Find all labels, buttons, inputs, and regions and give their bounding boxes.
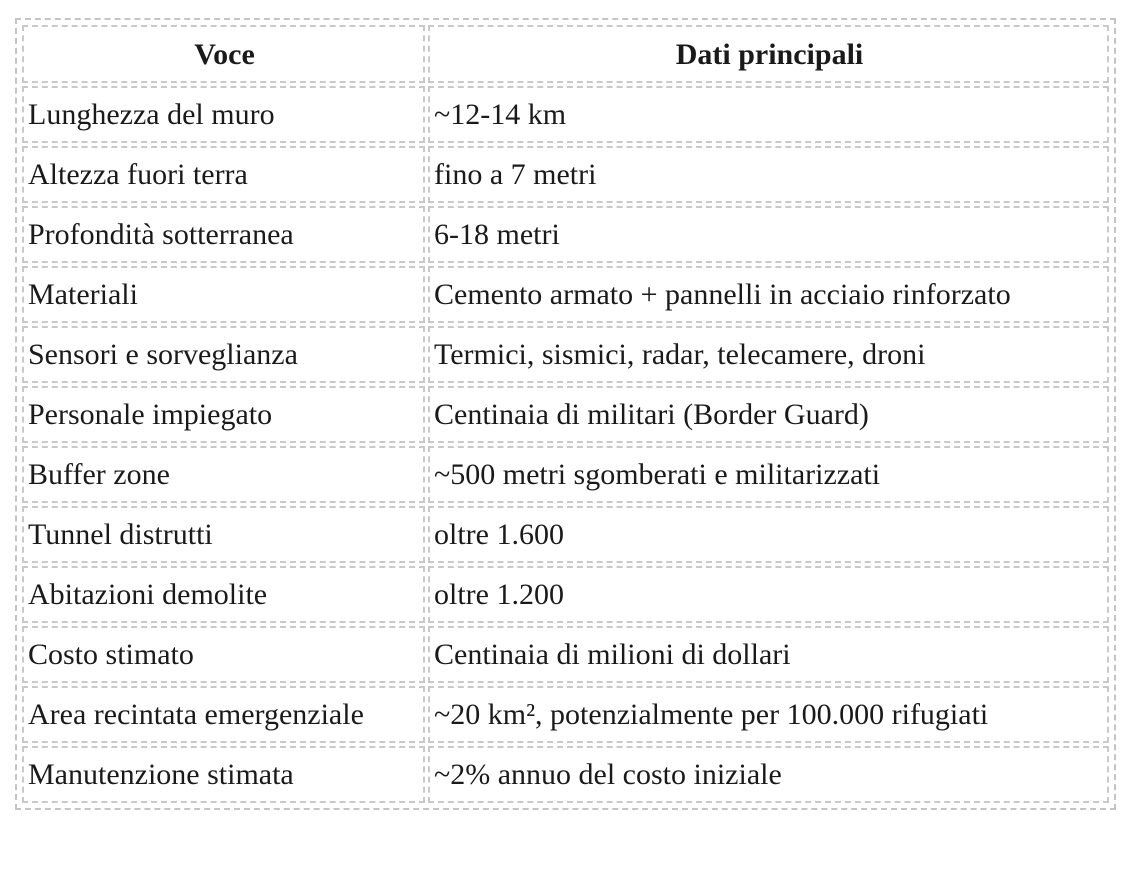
table-row bbox=[22, 626, 1109, 683]
row-label: Costo stimato bbox=[22, 626, 425, 683]
row-value: 6-18 metri bbox=[428, 206, 1109, 263]
row-value: oltre 1.200 bbox=[428, 566, 1109, 623]
table-row bbox=[22, 86, 1109, 143]
row-label: Altezza fuori terra bbox=[22, 146, 425, 203]
row-label: Tunnel distrutti bbox=[22, 506, 425, 563]
table-row bbox=[22, 566, 1109, 623]
row-label: Buffer zone bbox=[22, 446, 425, 503]
row-label: Abitazioni demolite bbox=[22, 566, 425, 623]
table-row bbox=[22, 506, 1109, 563]
row-label: Materiali bbox=[22, 266, 425, 323]
row-label: Manutenzione stimata bbox=[22, 746, 425, 803]
column-header-dati-principali: Dati principali bbox=[428, 25, 1109, 83]
row-label: Profondità sotterranea bbox=[22, 206, 425, 263]
table-row bbox=[22, 146, 1109, 203]
table-row bbox=[22, 326, 1109, 383]
row-value: Cemento armato + pannelli in acciaio rinforzato bbox=[428, 266, 1109, 323]
row-value: ~500 metri sgomberati e militarizzati bbox=[428, 446, 1109, 503]
table-row bbox=[22, 746, 1109, 803]
table-header-row bbox=[22, 25, 1109, 83]
row-value: Centinaia di militari (Border Guard) bbox=[428, 386, 1109, 443]
data-table-container bbox=[15, 18, 1116, 810]
table-row bbox=[22, 446, 1109, 503]
row-label: Personale impiegato bbox=[22, 386, 425, 443]
column-header-voce: Voce bbox=[22, 25, 425, 83]
row-value: ~2% annuo del costo iniziale bbox=[428, 746, 1109, 803]
row-label: Sensori e sorveglianza bbox=[22, 326, 425, 383]
row-label: Lunghezza del muro bbox=[22, 86, 425, 143]
row-value: Termici, sismici, radar, telecamere, droni bbox=[428, 326, 1109, 383]
row-value: ~12-14 km bbox=[428, 86, 1109, 143]
table-row bbox=[22, 206, 1109, 263]
row-label: Area recintata emergenziale bbox=[22, 686, 425, 743]
data-table bbox=[19, 22, 1112, 806]
row-value: fino a 7 metri bbox=[428, 146, 1109, 203]
table-row bbox=[22, 686, 1109, 743]
table-row bbox=[22, 386, 1109, 443]
row-value: Centinaia di milioni di dollari bbox=[428, 626, 1109, 683]
row-value: ~20 km², potenzialmente per 100.000 rifugiati bbox=[428, 686, 1109, 743]
row-value: oltre 1.600 bbox=[428, 506, 1109, 563]
table-row bbox=[22, 266, 1109, 323]
